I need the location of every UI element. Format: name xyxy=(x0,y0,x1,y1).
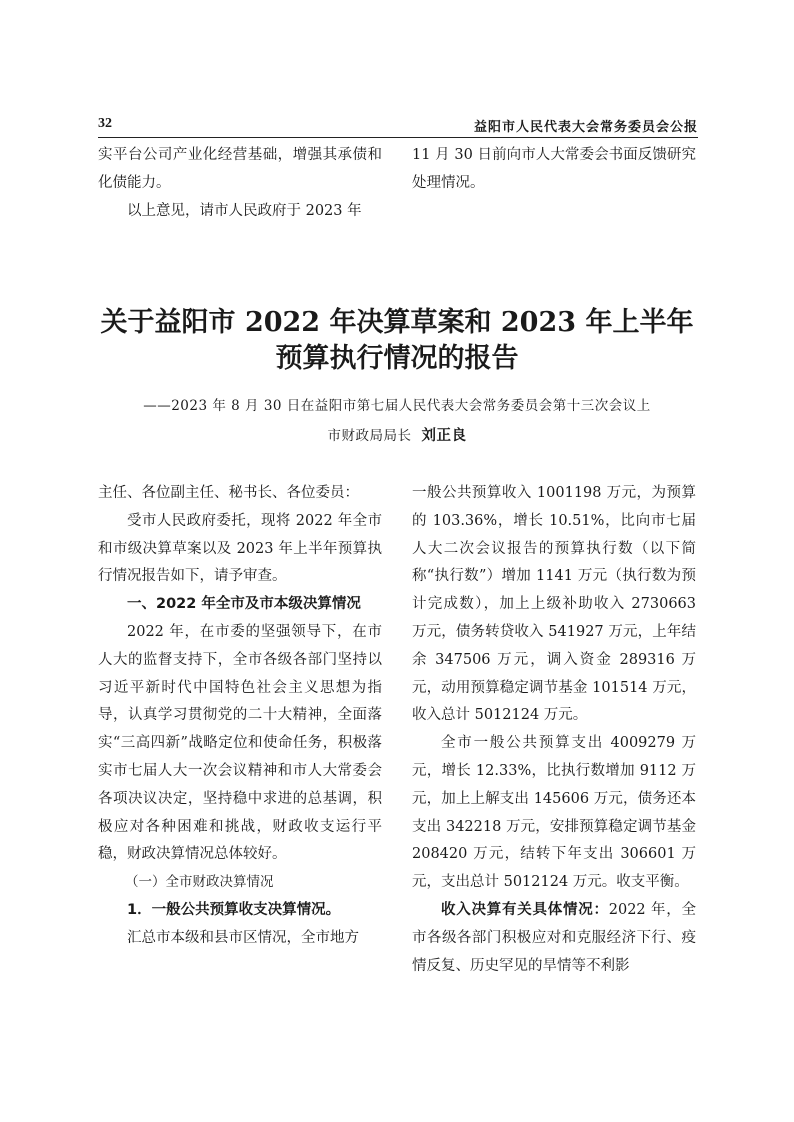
speaker-name: 刘正良 xyxy=(421,428,467,444)
paragraph: 汇总市本级和县市区情况，全市地方 xyxy=(127,929,359,946)
salutation: 主任、各位副主任、秘书长、各位委员： xyxy=(98,485,359,501)
top-left-column xyxy=(98,142,382,225)
subsection-heading: （一）全市财政决算情况 xyxy=(125,874,274,891)
speaker-line xyxy=(60,424,734,445)
body-right-column xyxy=(412,480,696,980)
speaker-role: 市财政局局长 xyxy=(327,428,412,444)
article-subtitle: ——2023 年 8 月 30 日在益阳市第七届人民代表大会常务委员会第十三次会议上 xyxy=(143,398,651,414)
paragraph-lead: 收入决算有关具体情况： xyxy=(441,901,609,918)
item-heading: 1．一般公共预算收支决算情况。 xyxy=(127,901,341,918)
paragraph-text: 2022 年，全市各级各部门积极应对和克服经济下行、疫情反复、历史罕见的旱情等不利影 xyxy=(412,901,697,974)
page-number: 32 xyxy=(98,116,112,131)
title-line-2: 预算执行情况的报告 xyxy=(275,343,519,374)
paragraph xyxy=(412,897,696,980)
paragraph: 11 月 30 日前向市人大常委会书面反馈研究处理情况。 xyxy=(412,147,696,191)
paragraph: 一般公共预算收入 1001198 万元，为预算的 103.36%，增长 10.51%，比向市七届人大二次会议报告的预算执行数（以下简称“执行数”）增加 1141 万元（执行数为预计完成数），加上上级补助收入 2730663 万元，债务转贷收入 541927 万元，上年结余 347506 万元，调入资金 289316 万元，动用预算稳定调节基金 101514 万元，收入总计 5012124 万元。 xyxy=(412,485,696,724)
paragraph: 受市人民政府委托，现将 2022 年全市和市级决算草案以及 2023 年上半年预算执行情况报告如下，请予审查。 xyxy=(98,512,382,585)
body-left-column xyxy=(98,480,382,953)
page-header xyxy=(98,116,698,138)
header-divider xyxy=(98,137,698,138)
paragraph: 全市一般公共预算支出 4009279 万元，增长 12.33%，比执行数增加 9112 万元，加上上解支出 145606 万元，债务还本支出 342218 万元，安排预算稳定调节基金 208420 万元，结转下年支出 306601 万元，支出总计 5012124 万元。收支平衡。 xyxy=(412,735,696,891)
paragraph: 实平台公司产业化经营基础，增强其承债和化债能力。 xyxy=(98,147,382,191)
article-title xyxy=(60,305,734,377)
top-right-column xyxy=(412,142,696,198)
section-heading: 一、2022 年全市及市本级决算情况 xyxy=(127,596,361,613)
journal-name: 益阳市人民代表大会常务委员会公报 xyxy=(473,120,698,135)
paragraph: 以上意见，请市人民政府于 2023 年 xyxy=(127,202,362,219)
paragraph: 2022 年，在市委的坚强领导下，在市人大的监督支持下，全市各级各部门坚持以习近平新时代中国特色社会主义思想为指导，认真学习贯彻党的二十大精神，全面落实“三高四新”战略定位和使命任务，积极落实市七届人大一次会议精神和市人大常委会各项决议决定，坚持稳中求进的总基调，积极应对各种困难和挑战，财政收支运行平稳，财政决算情况总体较好。 xyxy=(98,623,382,863)
title-line-1: 关于益阳市 2022 年决算草案和 2023 年上半年 xyxy=(100,307,694,338)
